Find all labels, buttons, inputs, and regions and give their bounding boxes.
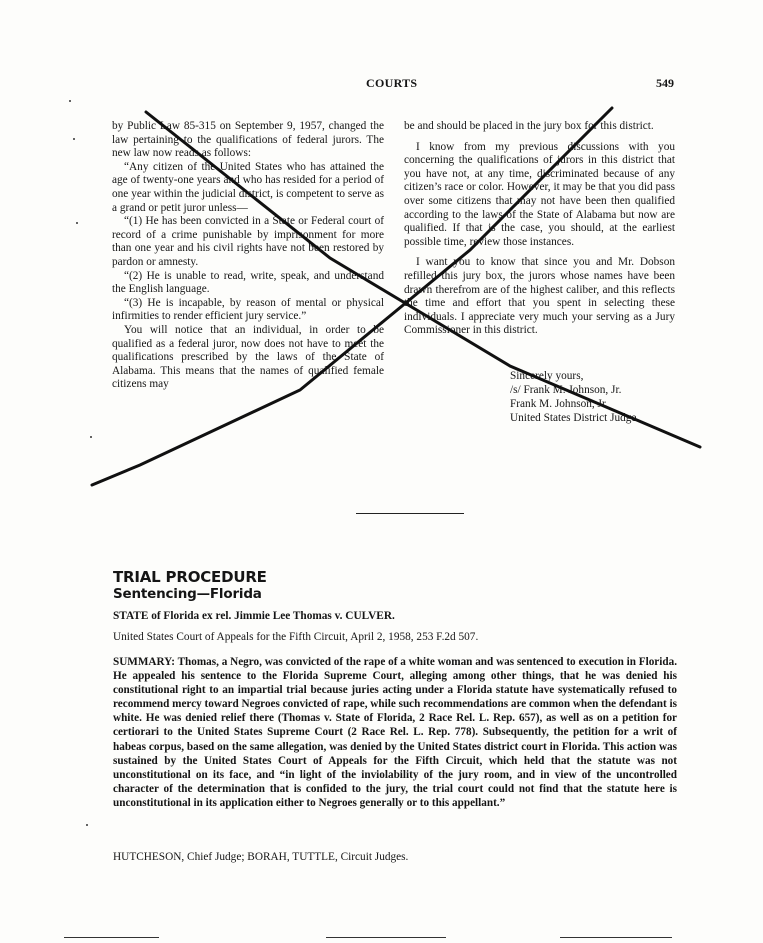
paragraph: I know from my previous discussions with you concerning the qualifications of jurors in this district that you have not, at any time, discriminated because of any citizen’s race or color. However, it may be that you did pass over some citizens that may not have been then qualified according to the laws of the State of Alabama but now are qualified. If that is the case, you should, at the earliest possible time, review those instances. [404, 140, 675, 248]
scan-speck [69, 100, 71, 102]
right-column [404, 120, 675, 338]
footer-rule [326, 937, 446, 938]
left-column [112, 120, 384, 392]
signature-closing: Sincerely yours, [510, 370, 584, 382]
scan-speck [86, 824, 88, 826]
case-summary: SUMMARY: Thomas, a Negro, was convicted of the rape of a white woman and was sentenced to execution in Florida. He appealed his sentence to the Florida Supreme Court, alleging among other things, that he was denied his constitutional right to an impartial trial because juries acting under a Florida statute have systematically refused to recommend mercy toward Negroes convicted of rape, while such recommendations are common when the defendant is white. He was denied relief there (Thomas v. State of Florida, 2 Race Rel. L. Rep. 657), as well as on a petition for certiorari to the United States Supreme Court (2 Race Rel. L. Rep. 778). Subsequently, the petition for a writ of habeas corpus, based on the same allegation, was denied by the United States district court in Florida. This action was sustained by the United States Court of Appeals for the Fifth Circuit, which held that the statute was not unconstitutional on its face, and “in light of the inviolability of the jury room, and in view of the uncontrolled character of the determination that is confided to the jury, the trial court could not find that the statute here is unconstitutional in its application either to Negroes generally or to this appellant.” [113, 656, 677, 809]
paragraph: “(3) He is incapable, by reason of mental or physical infirmities to render efficient jury service.” [112, 296, 384, 323]
running-title: COURTS [366, 76, 418, 90]
paragraph: “(2) He is unable to read, write, speak, and understand the English language. [112, 269, 384, 296]
footer-rule [560, 937, 672, 938]
footer-rule [64, 937, 159, 938]
paragraph: “(1) He has been convicted in a State or Federal court of record of a crime punishable by imprisonment for more than one year and his civil rights have not been restored by pardon or amnesty. [112, 215, 384, 268]
scan-speck [90, 436, 92, 438]
signature-name: Frank M. Johnson, Jr. [510, 398, 608, 410]
section-heading: TRIAL PROCEDURE [113, 568, 267, 586]
paragraph: I want you to know that since you and Mr. Dobson refilled this jury box, the jurors whose names have been drawn therefrom are of the highest caliber, and this reflects the time and effort that you spent in selecting these individuals. I appreciate very much your serving as a Jury Commissioner in this district. [404, 256, 675, 337]
scan-speck [73, 138, 75, 140]
page-number: 549 [656, 76, 674, 90]
signature-title: United States District Judge [510, 412, 637, 424]
scan-speck [76, 222, 78, 224]
signature-block [510, 369, 680, 425]
judges-line: HUTCHESON, Chief Judge; BORAH, TUTTLE, Circuit Judges. [113, 851, 409, 863]
paragraph: “Any citizen of the United States who has attained the age of twenty-one years and who has resided for a period of one year within the judicial district, is competent to serve as a grand or petit juror unless— [112, 160, 384, 214]
section-subheading: Sentencing—Florida [113, 586, 262, 602]
paragraph: be and should be placed in the jury box for this district. [404, 120, 654, 132]
case-title: STATE of Florida ex rel. Jimmie Lee Thomas v. CULVER. [113, 610, 395, 622]
section-separator [356, 513, 464, 514]
paragraph: by Public Law 85-315 on September 9, 1957, changed the law pertaining to the qualifications of federal jurors. The new law now reads as follows: [112, 120, 384, 160]
court-citation: United States Court of Appeals for the Fifth Circuit, April 2, 1958, 253 F.2d 507. [113, 631, 479, 643]
signature-signed: /s/ Frank M. Johnson, Jr. [510, 384, 622, 396]
paragraph: You will notice that an individual, in order to be qualified as a federal juror, now does not have to meet the qualifications prescribed by the laws of the State of Alabama. This means that the names of qualified female citizens may [112, 323, 384, 391]
running-head [0, 76, 763, 92]
